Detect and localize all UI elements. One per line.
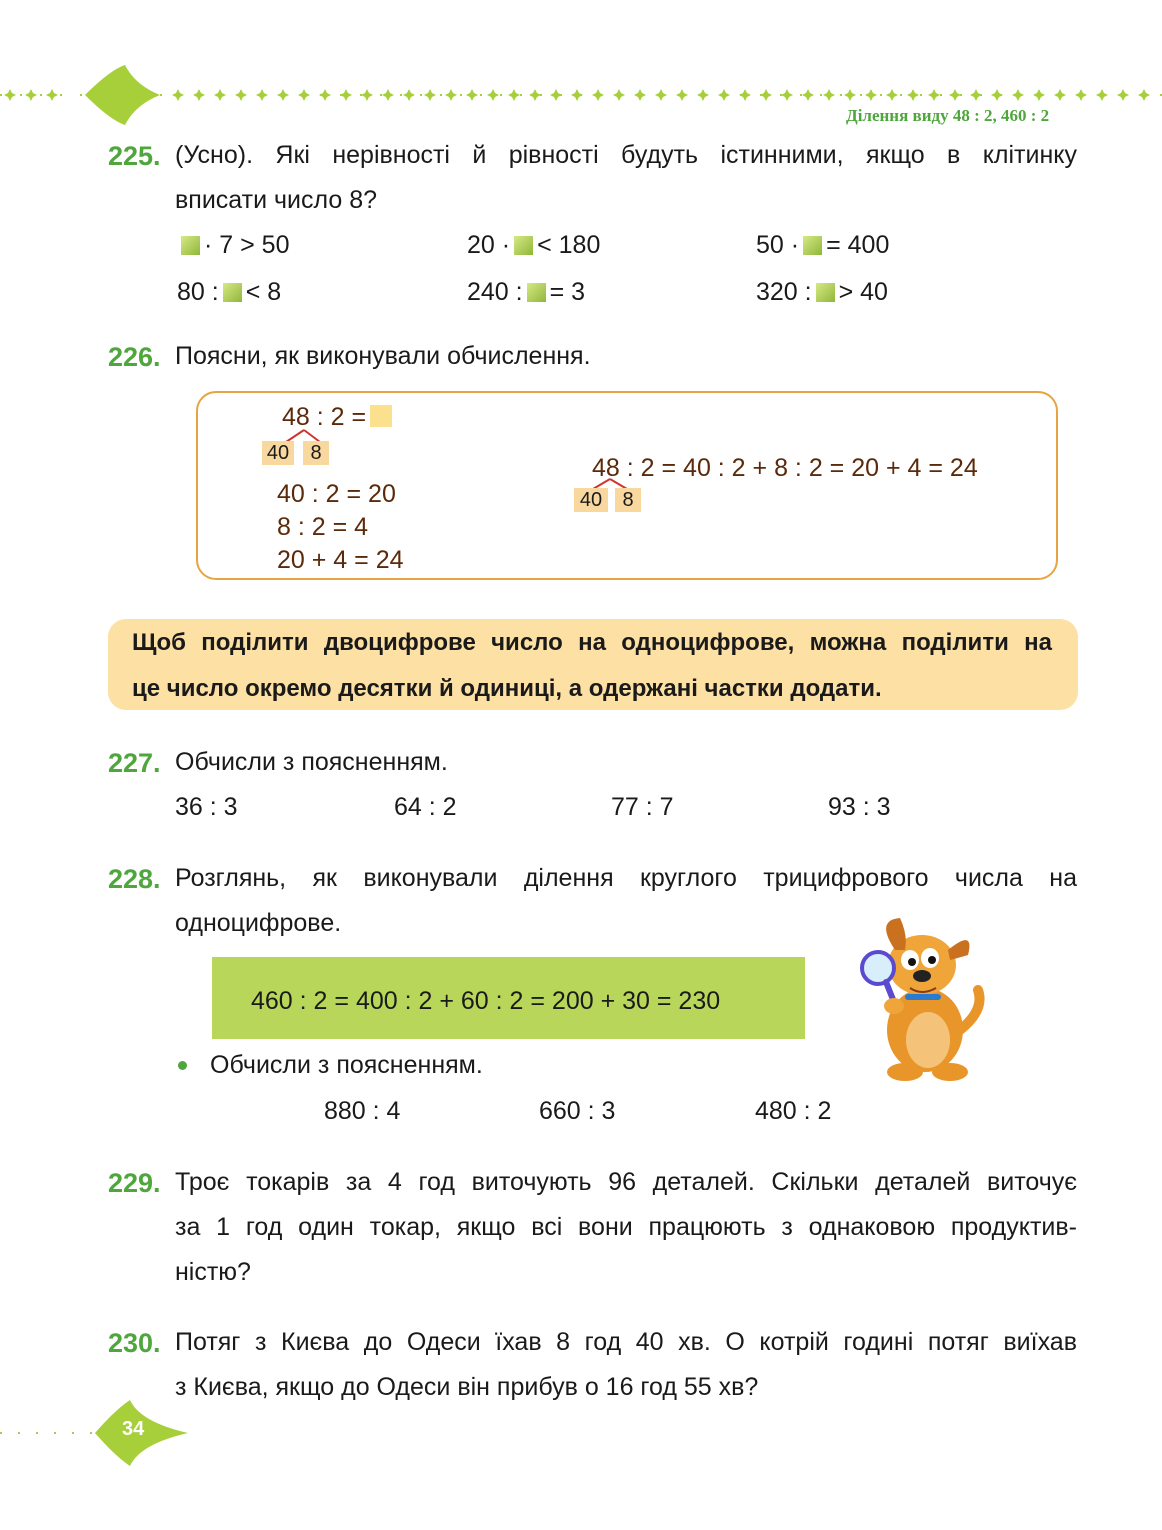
blank-square (803, 236, 822, 255)
task-227-item: 93 : 3 (828, 793, 891, 821)
task-226-step-1: 40 : 2 = 20 (277, 480, 396, 508)
task-225-expr-1: · 7 > 50 (177, 233, 289, 258)
task-230-line1: Потяг з Києва до Одеси їхав 8 год 40 хв. О котрій годині потяг виїхав (175, 1328, 1077, 1356)
split-chip-tens-2: 40 (574, 488, 608, 512)
task-226-text: Поясни, як виконували обчислення. (175, 342, 591, 370)
running-header-title: Ділення виду 48 : 2, 460 : 2 (846, 106, 1050, 125)
task-228-example: 460 : 2 = 400 : 2 + 60 : 2 = 200 + 30 = 230 (251, 987, 721, 1015)
rule-line2: це число окремо десятки й одиниці, а одержані частки додати. (132, 675, 882, 702)
task-225-line2: вписати число 8? (175, 186, 378, 214)
task-227-item: 77 : 7 (611, 793, 674, 821)
blank-square (527, 283, 546, 302)
task-226-full-equation: 48 : 2 = 40 : 2 + 8 : 2 = 20 + 4 = 24 (592, 454, 978, 482)
task-228-line1: Розглянь, як виконували ділення круглого трицифрового числа на (175, 864, 1077, 892)
task-226-equation-top: 48 : 2 = (282, 405, 396, 430)
page-number: 34 (122, 1418, 145, 1440)
task-225-expr-4: 80 : < 8 (177, 278, 282, 306)
split-chip-units-2: 8 (615, 488, 641, 512)
task-229-line3: ністю? (175, 1258, 251, 1286)
task-227-text: Обчисли з поясненням. (175, 748, 448, 776)
task-228-number: 228. (108, 864, 161, 894)
task-225-expr-3: 50 · = 400 (756, 231, 890, 259)
task-229-line2: за 1 год один токар, якщо всі вони працюють з однаковою продуктив- (175, 1213, 1077, 1241)
task-228-bullet-text: Обчисли з поясненням. (210, 1051, 483, 1079)
task-228-item: 660 : 3 (539, 1097, 616, 1125)
blank-square (370, 405, 392, 427)
split-chip-units: 8 (303, 441, 329, 465)
blank-square (181, 236, 200, 255)
task-225-expr-6: 320 : > 40 (756, 278, 888, 306)
task-225-expr-5: 240 : = 3 (467, 278, 586, 306)
task-225-number: 225. (108, 141, 161, 171)
task-229-line1: Троє токарів за 4 год виточують 96 деталей. Скільки деталей виточує (175, 1168, 1077, 1196)
task-226-step-2: 8 : 2 = 4 (277, 513, 369, 541)
task-226-number: 226. (108, 342, 161, 372)
task-227-item: 36 : 3 (175, 793, 238, 821)
bottom-border-decoration (0, 1400, 200, 1470)
task-228-item: 880 : 4 (324, 1097, 401, 1125)
task-230-number: 230. (108, 1328, 161, 1358)
dog-with-magnifier-icon (850, 910, 990, 1085)
task-225-line1: (Усно). Які нерівності й рівності будуть істинними, якщо в клітинку (175, 141, 1077, 169)
task-228-item: 480 : 2 (755, 1097, 832, 1125)
bullet-dot (178, 1061, 187, 1070)
task-228-line2: одноцифрове. (175, 909, 342, 937)
task-230-line2: з Києва, якщо до Одеси він прибув о 16 год 55 хв? (175, 1373, 759, 1401)
task-229-number: 229. (108, 1168, 161, 1198)
task-226-step-3: 20 + 4 = 24 (277, 546, 404, 574)
blank-square (816, 283, 835, 302)
rule-line1: Щоб поділити двоцифрове число на одноцифрове, можна поділити на (132, 629, 1052, 656)
split-chip-tens: 40 (262, 441, 294, 465)
blank-square (514, 236, 533, 255)
task-225-expr-2: 20 · < 180 (467, 231, 601, 259)
blank-square (223, 283, 242, 302)
task-227-number: 227. (108, 748, 161, 778)
task-227-item: 64 : 2 (394, 793, 457, 821)
